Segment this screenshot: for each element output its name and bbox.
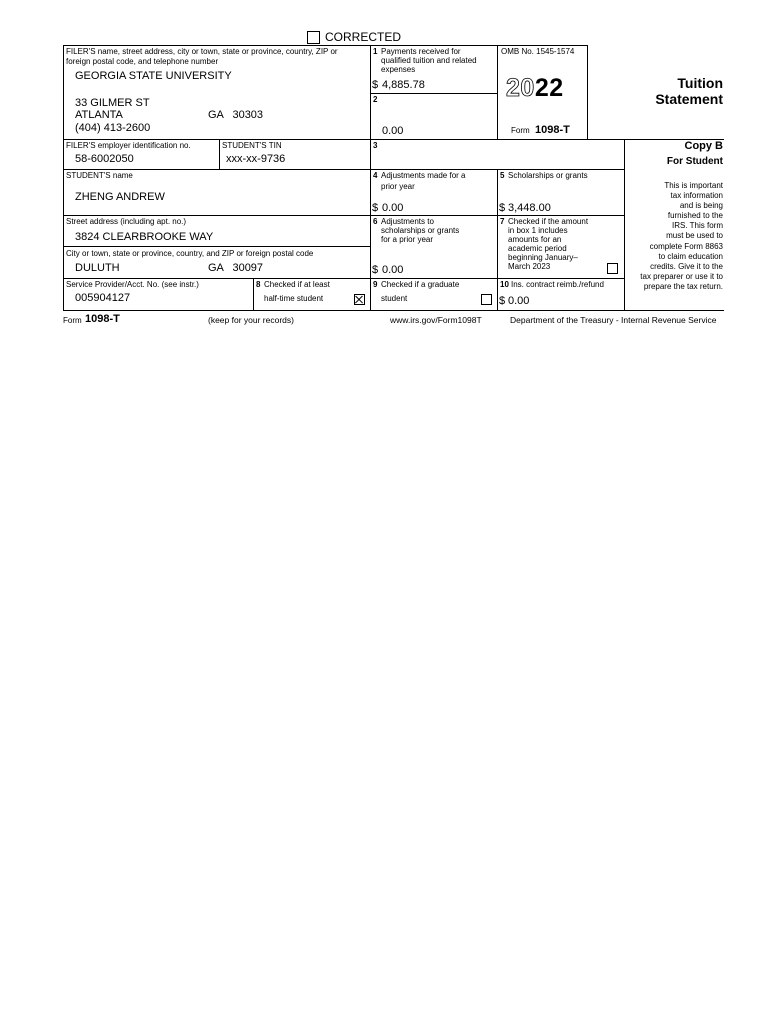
filer-ein-label: FILER'S employer identification no.: [66, 141, 191, 150]
box5-dollar: $: [499, 202, 506, 214]
copy-notice-line: credits. Give it to the: [650, 261, 723, 271]
box1-label-3: expenses: [381, 65, 416, 74]
copy-notice-line: and is being: [679, 201, 723, 211]
omb-form-number: 1098-T: [535, 124, 570, 136]
box4-dollar: $: [372, 202, 379, 214]
box6-label-3: for a prior year: [381, 235, 434, 244]
box10-dollar: $: [499, 295, 506, 307]
box10-label: Ins. contract reimb./refund: [511, 280, 604, 289]
student-city: DULUTH: [75, 262, 120, 274]
filer-city: ATLANTA: [75, 109, 123, 121]
box8-number: 8: [256, 280, 261, 289]
box4-number: 4: [373, 171, 378, 180]
box10-value: 0.00: [508, 295, 530, 307]
box4-value: 0.00: [382, 202, 404, 214]
box6-value: 0.00: [382, 264, 404, 276]
box9-label: Checked if a graduate: [381, 280, 460, 289]
box4-label: Adjustments made for a: [381, 171, 466, 180]
box7-checkbox[interactable]: [607, 263, 618, 274]
box8-checkbox[interactable]: [354, 294, 365, 305]
student-tin: xxx-xx-9736: [226, 153, 286, 165]
box7-label-3: amounts for an: [508, 235, 562, 244]
copy-notice-line: tax preparer or use it to: [640, 271, 723, 281]
box1-label: Payments received for: [381, 47, 461, 56]
copy-notice-line: tax information: [670, 191, 723, 201]
box7-label: Checked if the amount: [508, 217, 589, 226]
box3-number: 3: [373, 141, 378, 150]
student-name: ZHENG ANDREW: [75, 191, 165, 203]
box7-label-2: in box 1 includes: [508, 226, 568, 235]
box2-value: 0.00: [382, 125, 404, 137]
student-state-zip: GA 30097: [208, 262, 264, 274]
title-statement: Statement: [655, 91, 723, 107]
copy-notice-line: to claim education: [658, 251, 723, 261]
tax-year-century: 20: [506, 74, 535, 102]
student-street-label: Street address (including apt. no.): [66, 217, 187, 226]
copy-notice-line: furnished to the: [667, 211, 723, 221]
omb-number: OMB No. 1545-1574: [501, 47, 575, 56]
box1-number: 1: [373, 47, 378, 56]
footer-form-number: 1098-T: [85, 313, 120, 325]
copy-notice-line: prepare the tax return.: [643, 281, 723, 291]
filer-label-cont: foreign postal code, and telephone number: [66, 57, 219, 66]
tax-year: [506, 74, 564, 103]
box6-dollar: $: [372, 264, 379, 276]
student-name-label: STUDENT'S name: [66, 171, 133, 180]
footer-url: www.irs.gov/Form1098T: [390, 315, 482, 325]
box8-label-2: half-time student: [264, 294, 324, 303]
box2-number: 2: [373, 95, 378, 104]
filer-phone: (404) 413-2600: [75, 122, 151, 134]
account-number: 005904127: [75, 292, 131, 304]
box8-label: Checked if at least: [264, 280, 330, 289]
student-tin-label: STUDENT'S TIN: [222, 141, 282, 150]
box6-label-2: scholarships or grants: [381, 226, 460, 235]
copy-label: Copy B: [684, 140, 723, 152]
filer-state-zip: GA 30303: [208, 109, 264, 121]
corrected-checkbox[interactable]: [307, 31, 320, 44]
copy-notice-line: This is important: [664, 181, 723, 190]
filer-ein: 58-6002050: [75, 153, 134, 165]
filer-street: 33 GILMER ST: [75, 97, 150, 109]
box6-number: 6: [373, 217, 378, 226]
student-street: 3824 CLEARBROOKE WAY: [75, 231, 214, 243]
box9-checkbox[interactable]: [481, 294, 492, 305]
box9-number: 9: [373, 280, 378, 289]
copy-notice-line: IRS. This form: [672, 221, 723, 231]
box5-value: 3,448.00: [508, 202, 551, 214]
footer-form-word: Form: [63, 316, 82, 325]
box6-label: Adjustments to: [381, 217, 434, 226]
box5-label: Scholarships or grants: [508, 171, 588, 180]
filer-name: GEORGIA STATE UNIVERSITY: [75, 70, 232, 82]
box1-value: 4,885.78: [382, 79, 425, 91]
box7-label-4: academic period: [508, 244, 567, 253]
box5-number: 5: [500, 171, 505, 180]
box1-label-2: qualified tuition and related: [381, 56, 477, 65]
filer-label: FILER'S name, street address, city or town, state or province, country, ZIP or: [66, 47, 338, 56]
copy-notice: [640, 181, 723, 292]
copy-for-label: For Student: [666, 156, 723, 167]
box7-label-5: beginning January–: [508, 253, 578, 262]
box7-label-6: March 2023: [508, 262, 551, 271]
box1-dollar: $: [372, 79, 379, 91]
footer-keep-note: (keep for your records): [208, 315, 294, 325]
box9-label-2: student: [381, 294, 408, 303]
omb-form-word: Form: [511, 126, 530, 135]
copy-notice-line: complete Form 8863: [649, 241, 723, 251]
box10-number: 10: [500, 280, 509, 289]
title-tuition: Tuition: [677, 75, 723, 91]
corrected-label: CORRECTED: [325, 30, 402, 44]
box7-number: 7: [500, 217, 505, 226]
student-city-label: City or town, state or province, country, and ZIP or foreign postal code: [66, 249, 314, 258]
account-label: Service Provider/Acct. No. (see instr.): [66, 280, 199, 289]
box4-label-2: prior year: [381, 182, 415, 191]
copy-notice-line: must be used to: [666, 231, 723, 241]
footer-department: Department of the Treasury - Internal Revenue Service: [510, 315, 717, 325]
tax-year-decade: 22: [534, 74, 564, 102]
